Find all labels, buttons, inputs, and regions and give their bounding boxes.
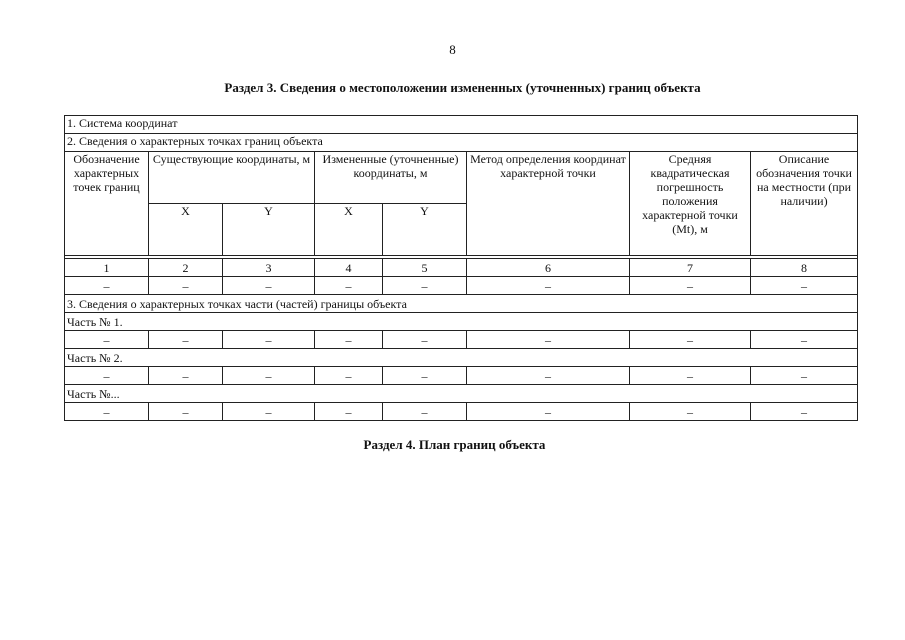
header-method: Метод определения координат характерной точки <box>467 152 630 256</box>
header-existing-coords: Существующие координаты, м <box>149 152 315 204</box>
dash-cell: – <box>383 277 467 295</box>
dash-cell: – <box>65 277 149 295</box>
dash-cell: – <box>149 277 223 295</box>
dash-cell: – <box>751 331 858 349</box>
dash-cell: – <box>315 331 383 349</box>
dash-cell: – <box>315 367 383 385</box>
header-changed-x: X <box>315 204 383 256</box>
dash-cell: – <box>65 403 149 421</box>
header-description: Описание обозначения точки на местности (при наличии) <box>751 152 858 256</box>
dash-cell: – <box>223 403 315 421</box>
header-changed-y: Y <box>383 204 467 256</box>
column-number: 1 <box>65 259 149 277</box>
dash-cell: – <box>751 367 858 385</box>
dash-cell: – <box>383 403 467 421</box>
dash-cell: – <box>630 331 751 349</box>
dash-cell: – <box>149 403 223 421</box>
dash-cell: – <box>467 331 630 349</box>
dash-cell: – <box>751 403 858 421</box>
boundary-points-table <box>64 115 858 421</box>
header-changed-coords: Измененные (уточненные) координаты, м <box>315 152 467 204</box>
dash-row <box>65 331 858 349</box>
parts-section-row: 3. Сведения о характерных точках части (частей) границы объекта <box>65 295 858 313</box>
column-number: 2 <box>149 259 223 277</box>
dash-cell: – <box>223 277 315 295</box>
column-number: 6 <box>467 259 630 277</box>
dash-row <box>65 367 858 385</box>
dash-cell: – <box>467 367 630 385</box>
column-number: 8 <box>751 259 858 277</box>
dash-cell: – <box>149 367 223 385</box>
header-existing-x: X <box>149 204 223 256</box>
header-designation: Обозначение характерных точек границ <box>65 152 149 256</box>
dash-cell: – <box>65 367 149 385</box>
header-error: Средняя квадратическая погрешность положения характерной точки (Mt), м <box>630 152 751 256</box>
dash-cell: – <box>630 403 751 421</box>
header-existing-y: Y <box>223 204 315 256</box>
column-numbers-row <box>65 259 858 277</box>
column-number: 4 <box>315 259 383 277</box>
part-n-row: Часть №... <box>65 385 858 403</box>
dash-cell: – <box>630 277 751 295</box>
boundary-points-row: 2. Сведения о характерных точках границ объекта <box>65 134 858 152</box>
dash-cell: – <box>223 331 315 349</box>
dash-cell: – <box>149 331 223 349</box>
part-1-row: Часть № 1. <box>65 313 858 331</box>
dash-cell: – <box>315 403 383 421</box>
dash-cell: – <box>65 331 149 349</box>
dash-cell: – <box>383 367 467 385</box>
dash-cell: – <box>383 331 467 349</box>
dash-cell: – <box>630 367 751 385</box>
dash-cell: – <box>751 277 858 295</box>
dash-row <box>65 277 858 295</box>
dash-cell: – <box>315 277 383 295</box>
section-4-title: Раздел 4. План границ объекта <box>363 437 546 452</box>
page-number: 8 <box>449 42 456 57</box>
dash-row <box>65 403 858 421</box>
column-number: 7 <box>630 259 751 277</box>
part-2-row: Часть № 2. <box>65 349 858 367</box>
dash-cell: – <box>467 277 630 295</box>
dash-cell: – <box>467 403 630 421</box>
section-3-title: Раздел 3. Сведения о местоположении измененных (уточненных) границ объекта <box>224 80 701 95</box>
column-number: 3 <box>223 259 315 277</box>
column-number: 5 <box>383 259 467 277</box>
dash-cell: – <box>223 367 315 385</box>
coordinate-system-row: 1. Система координат <box>65 116 858 134</box>
